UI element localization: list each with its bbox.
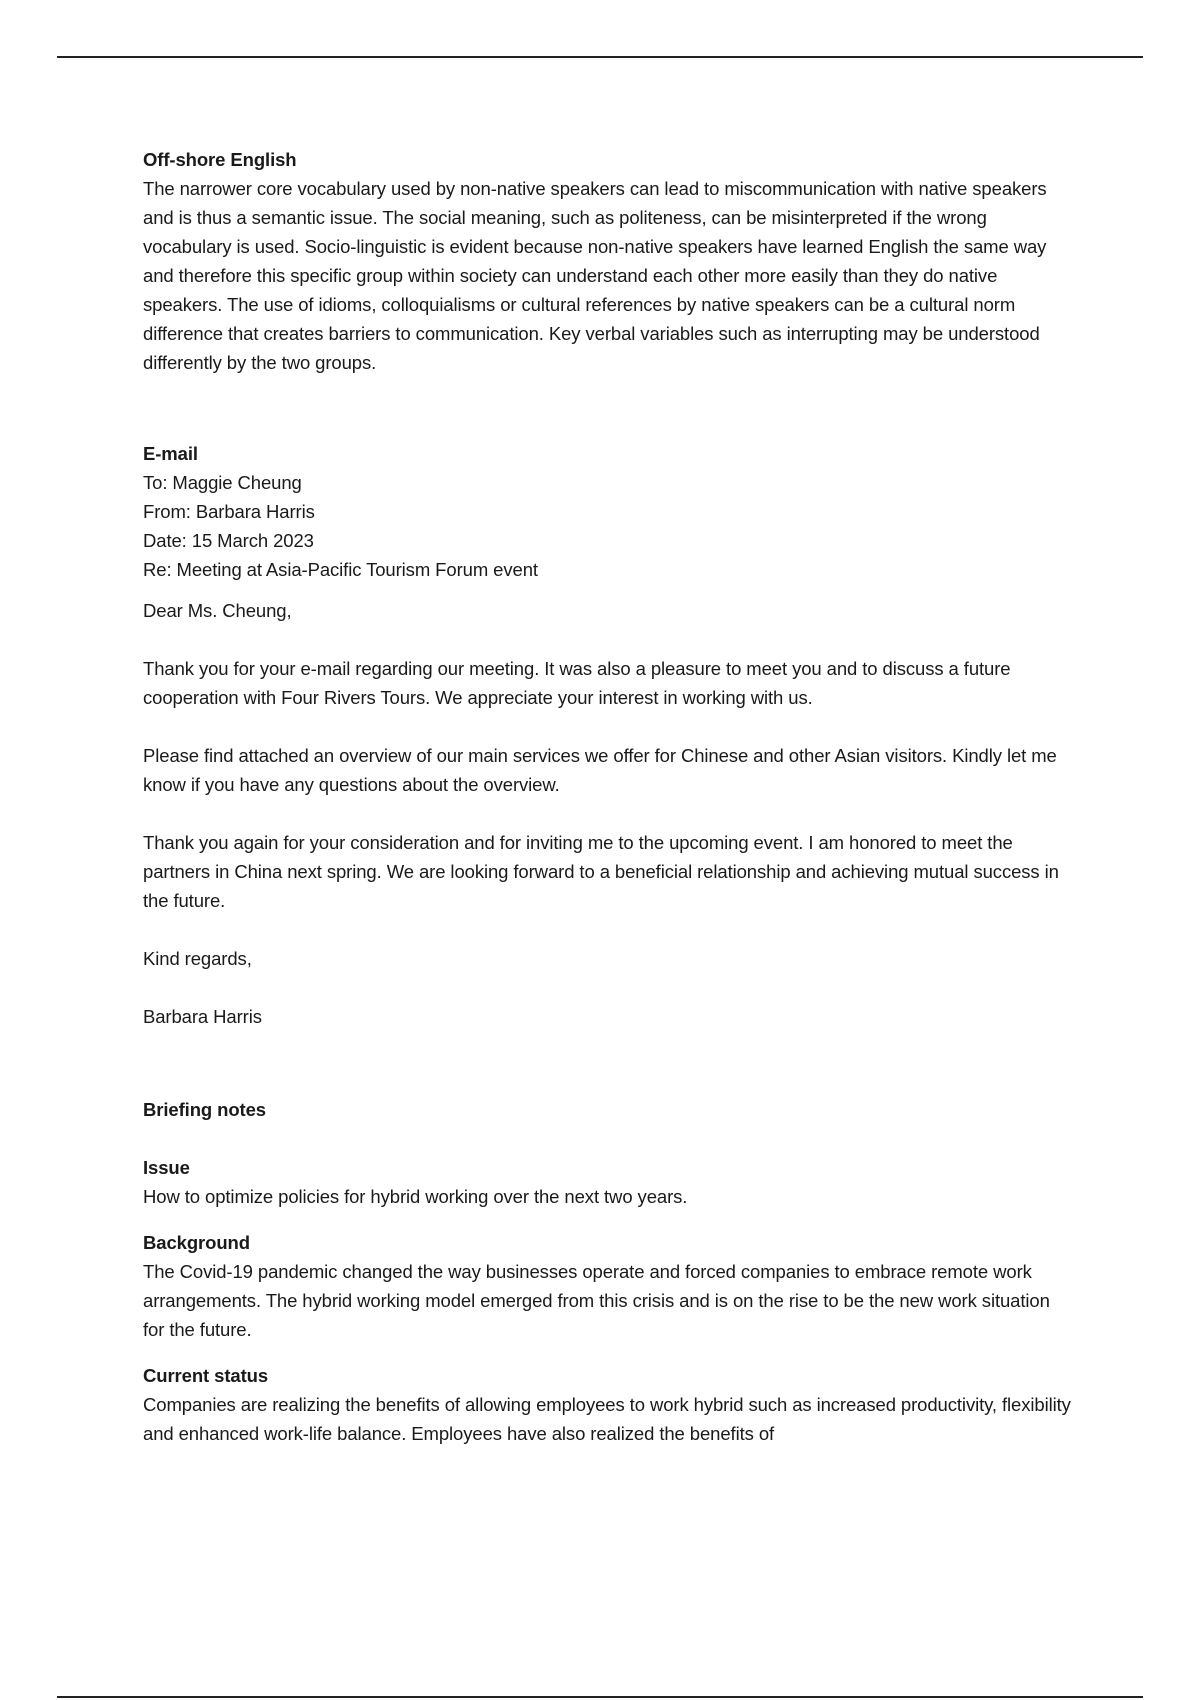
document-body — [143, 145, 1073, 1448]
offshore-paragraph: The narrower core vocabulary used by non-native speakers can lead to miscommunication with native speakers and is thus a semantic issue. The social meaning, such as politeness, can be misinterpreted if the wrong vocabulary is used. Socio-linguistic is evident because non-native speakers have learned English the same way and therefore this specific group within society can understand each other more easily than they do native speakers. The use of idioms, colloquialisms or cultural references by native speakers can be a cultural norm difference that creates barriers to communication. Key verbal variables such as interrupting may be understood differently by the two groups. — [143, 178, 1047, 373]
bottom-rule — [57, 1696, 1143, 1698]
email-heading: E-mail — [143, 443, 198, 464]
email-to: To: Maggie Cheung — [143, 472, 302, 493]
offshore-heading: Off-shore English — [143, 149, 297, 170]
top-rule — [57, 56, 1143, 58]
issue-paragraph: How to optimize policies for hybrid working over the next two years. — [143, 1186, 688, 1207]
email-paragraph-3: Thank you again for your consideration and for inviting me to the upcoming event. I am honored to meet the partners in China next spring. We are looking forward to a beneficial relationship and achieving mutual success in the future. — [143, 832, 1059, 911]
email-from: From: Barbara Harris — [143, 501, 315, 522]
issue-heading: Issue — [143, 1157, 190, 1178]
email-section — [143, 439, 1073, 1031]
email-salutation: Dear Ms. Cheung, — [143, 600, 292, 621]
email-date: Date: 15 March 2023 — [143, 530, 314, 551]
email-signature: Barbara Harris — [143, 1006, 262, 1027]
offshore-section — [143, 145, 1073, 377]
briefing-heading: Briefing notes — [143, 1099, 266, 1120]
email-closing: Kind regards, — [143, 948, 252, 969]
current-status-paragraph: Companies are realizing the benefits of allowing employees to work hybrid such as increased productivity, flexibility and enhanced work-life balance. Employees have also realized the benefits of — [143, 1394, 1071, 1444]
current-status-heading: Current status — [143, 1365, 269, 1386]
background-heading: Background — [143, 1232, 250, 1253]
briefing-section — [143, 1095, 1073, 1448]
background-paragraph: The Covid-19 pandemic changed the way businesses operate and forced companies to embrace remote work arrangements. The hybrid working model emerged from this crisis and is on the rise to be the new work situation for the future. — [143, 1261, 1050, 1340]
email-paragraph-2: Please find attached an overview of our main services we offer for Chinese and other Asian visitors. Kindly let me know if you have any questions about the overview. — [143, 745, 1057, 795]
email-paragraph-1: Thank you for your e-mail regarding our meeting. It was also a pleasure to meet you and to discuss a future cooperation with Four Rivers Tours. We appreciate your interest in working with us. — [143, 658, 1011, 708]
email-subject: Re: Meeting at Asia-Pacific Tourism Forum event — [143, 559, 538, 580]
